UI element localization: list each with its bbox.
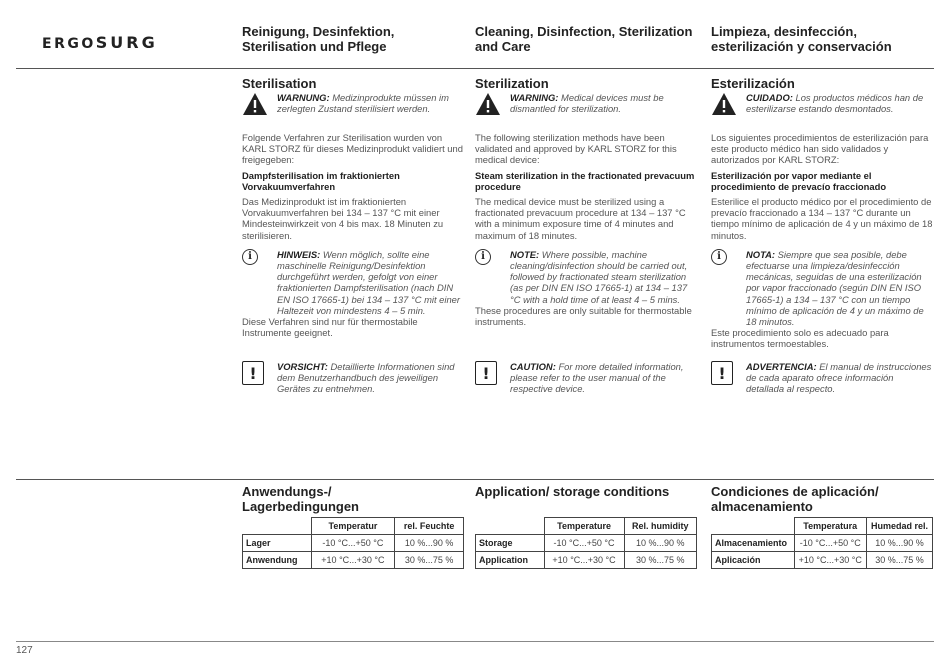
after-text: These procedures are only suitable for thermostable instruments. (475, 304, 692, 328)
subheading: Dampfsterilisation im fraktionierten Vorvakuumverfahren (242, 169, 400, 192)
conditions-table-en (475, 517, 697, 569)
note-text: Where possible, machine cleaning/disinfection should be carried out, followed by fractionated steam sterilization (as per DIN EN ISO 17665-1) at 134 – 137 °C with a hold time of at least 4 – 5 mins. (510, 248, 688, 305)
caution-es (711, 361, 933, 395)
section-title: Esterilización (711, 76, 795, 91)
sterilisation-en (475, 76, 697, 327)
info-icon: i (475, 249, 491, 265)
conditions-table-de (242, 517, 464, 569)
sterilisation-es (711, 76, 933, 350)
col-humidity: rel. Feuchte (395, 518, 464, 535)
conditions-table-es (711, 517, 933, 569)
table-row: Aplicación +10 °C...+30 °C 30 %...75 % (712, 552, 933, 569)
top-rule (16, 68, 934, 69)
page-number: 127 (16, 645, 33, 656)
after-text: Este procedimiento solo es adecuado para instrumentos termoestables. (711, 327, 889, 350)
header-en: Cleaning, Disinfection, Sterilization and Care (475, 24, 693, 54)
subheading: Esterilización por vapor mediante el procedimiento de prevacío fraccionado (711, 169, 887, 192)
table-row: Storage -10 °C...+50 °C 10 %...90 % (476, 535, 697, 552)
after-text: Diese Verfahren sind nur für thermostabile Instrumente geeignet. (242, 316, 418, 339)
table-row: Lager -10 °C...+50 °C 10 %...90 % (243, 535, 464, 552)
conditions-title-de: Anwendungs-/ Lagerbedingungen (242, 484, 359, 514)
warning-label: WARNING: (510, 92, 559, 103)
brand-logo-prefix: ERGO (42, 36, 96, 52)
middle-rule (16, 479, 934, 480)
subheading: Steam sterilization in the fractionated prevacuum procedure (475, 169, 695, 192)
conditions-title-es: Condiciones de aplicación/ almacenamiento (711, 484, 879, 514)
note-label: HINWEIS: (277, 248, 321, 260)
table-row: Anwendung +10 °C...+30 °C 30 %...75 % (243, 552, 464, 569)
body-text: Esterilice el producto médico por el procedimiento de prevacío fraccionado a 134 – 137 °C durante un tiempo mínimo de aplicación de 4 y un máximo de 18 minutos. (711, 196, 933, 241)
caution-icon: ! (242, 361, 264, 385)
caution-icon: ! (475, 361, 497, 385)
brand-logo (42, 33, 158, 52)
caution-en (475, 361, 697, 395)
warning-icon (242, 92, 277, 121)
warning-icon (711, 92, 746, 121)
caution-label: ADVERTENCIA: (746, 361, 817, 372)
sterilisation-de (242, 76, 464, 338)
caution-label: VORSICHT: (277, 361, 328, 372)
brand-logo-main: SURG (95, 33, 158, 52)
info-icon: i (242, 249, 258, 265)
caution-text: For more detailed information, please refer to the user manual of the respective device. (510, 361, 684, 395)
conditions-title-en: Application/ storage conditions (475, 484, 670, 499)
intro-text: Los siguientes procedimientos de esterilización para este producto médico han sido validados y autorizados por KARL STORZ: (711, 132, 929, 166)
caution-label: CAUTION: (510, 361, 556, 372)
col-temperature: Temperatur (311, 518, 395, 535)
caution-text: Detaillierte Informationen sind dem Benutzerhandbuch des jeweiligen Gerätes zu entnehmen. (277, 361, 455, 395)
note-text: Wenn möglich, sollte eine maschinelle Reinigung/Desinfektion durchgeführt werden, gefolgt von einer fraktionierten Dampfsterilisation (nach DIN EN ISO 17665-1) bei 134 – 137 °C mit einer Haltezeit von mindestens 4 – 5 min. (277, 248, 461, 316)
col-temperature: Temperature (544, 518, 624, 535)
body-text: Das Medizinprodukt ist im fraktionierten Vorvakuumverfahren bei 134 – 137 °C mit einer Mindesteinwirkzeit von 4 bis max. 18 Minuten zu sterilisieren. (242, 196, 444, 241)
header-es: Limpieza, desinfección, esterilización y conservación (711, 24, 892, 54)
warning-text: Medical devices must be dismantled for sterilization. (510, 92, 664, 115)
intro-text: Folgende Verfahren zur Sterilisation wurden von KARL STORZ für dieses Medizinprodukt validiert und freigegeben: (242, 132, 463, 166)
col-humidity: Humedad rel. (866, 518, 932, 535)
header-de: Reinigung, Desinfektion, Sterilisation und Pflege (242, 24, 395, 54)
section-title: Sterilization (475, 76, 549, 91)
warning-text: Los productos médicos han de esterilizarse estando desmontados. (746, 92, 924, 115)
table-row: Almacenamiento -10 °C...+50 °C 10 %...90 % (712, 535, 933, 552)
col-humidity: Rel. humidity (624, 518, 696, 535)
warning-label: CUIDADO: (746, 92, 793, 103)
section-title: Sterilisation (242, 76, 317, 91)
caution-icon: ! (711, 361, 733, 385)
warning-text: Medizinprodukte müssen im zerlegten Zustand sterilisiert werden. (277, 92, 449, 115)
note-label: NOTE: (510, 248, 540, 260)
note-text: Siempre que sea posible, debe efectuarse una limpieza/desinfección mecánicas, seguidas de una esterilización por vapor fraccionado (según DIN EN ISO 17665-1) a 134 – 137 °C con un tiempo mínimo de aplicación de 4 y un máximo de 18 minutos. (746, 248, 924, 328)
note-label: NOTA: (746, 248, 775, 260)
col-temperature: Temperatura (794, 518, 866, 535)
body-text: The medical device must be sterilized using a fractionated prevacuum procedure at 134 – 137 °C with a minimum exposure time of 4 minutes and maximum of 18 minutes. (475, 196, 686, 241)
warning-label: WARNUNG: (277, 92, 330, 103)
caution-de (242, 361, 464, 395)
table-row: Application +10 °C...+30 °C 30 %...75 % (476, 552, 697, 569)
warning-icon (475, 92, 510, 121)
caution-text: El manual de instrucciones de cada aparato ofrece información detallada al respecto. (746, 361, 932, 395)
info-icon: i (711, 249, 727, 265)
intro-text: The following sterilization methods have been validated and approved by KARL STORZ for this medical device: (475, 132, 677, 166)
bottom-rule (16, 641, 934, 642)
